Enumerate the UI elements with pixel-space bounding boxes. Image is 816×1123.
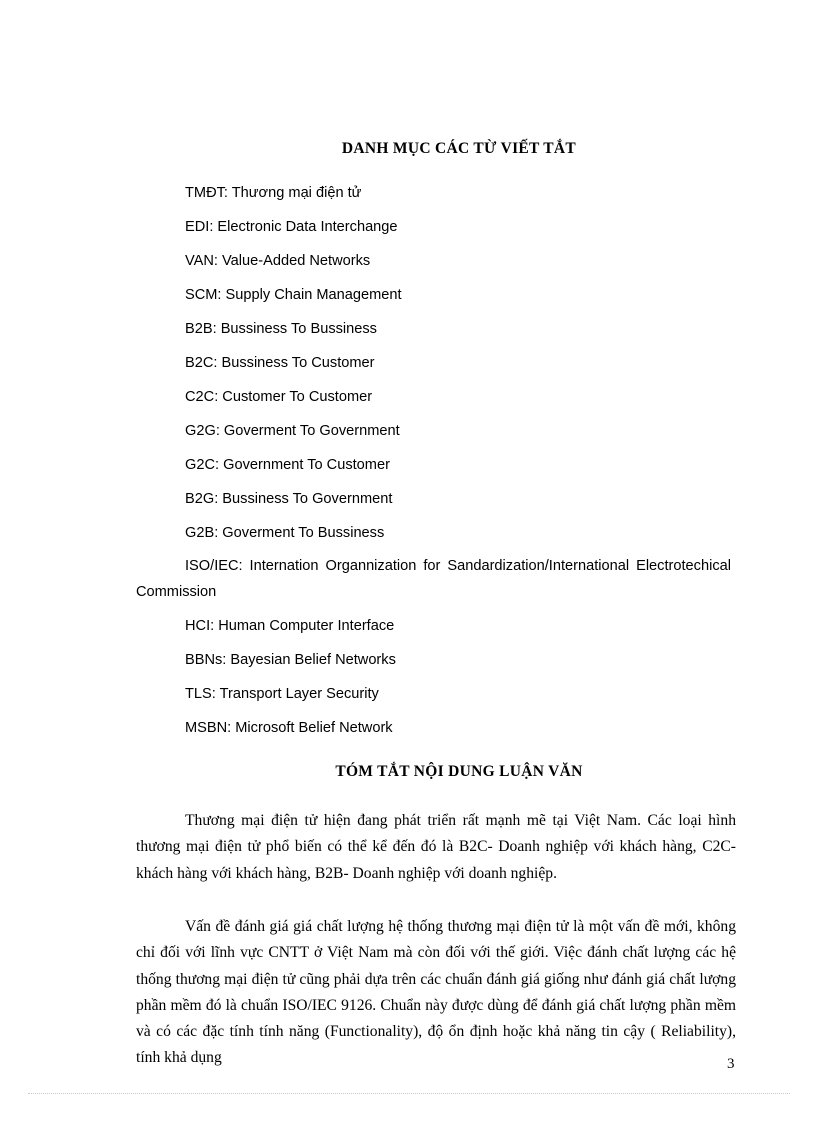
- abbreviation-item: VAN: Value-Added Networks: [185, 253, 371, 269]
- abbreviation-item: HCI: Human Computer Interface: [185, 618, 395, 634]
- abbreviation-item: C2C: Customer To Customer: [185, 389, 373, 405]
- abbreviation-item: G2B: Goverment To Bussiness: [185, 525, 385, 541]
- summary-paragraph: Thương mại điện tử hiện đang phát triển rất mạnh mẽ tại Việt Nam. Các loại hình thương mại điện tử phổ biến có thể kể đến đó là B2C- Doanh nghiệp với khách hàng, C2C-khách hàng với khách hàng, B2B- Doanh nghiệp với doanh nghiệp.: [136, 812, 736, 882]
- abbreviation-item: BBNs: Bayesian Belief Networks: [185, 652, 396, 668]
- abbreviation-item: TLS: Transport Layer Security: [185, 686, 379, 702]
- abbreviation-item: TMĐT: Thương mại điện tử: [185, 185, 362, 201]
- summary-heading: TÓM TẮT NỘI DUNG LUẬN VĂN: [335, 763, 583, 780]
- abbreviation-item: MSBN: Microsoft Belief Network: [185, 720, 393, 736]
- abbreviation-item: B2B: Bussiness To Bussiness: [185, 321, 377, 337]
- abbreviation-item: G2G: Goverment To Government: [185, 423, 400, 439]
- footer-divider: [28, 1093, 790, 1094]
- abbreviation-item: EDI: Electronic Data Interchange: [185, 219, 398, 235]
- abbreviation-item: SCM: Supply Chain Management: [185, 287, 402, 303]
- abbreviation-item: B2G: Bussiness To Government: [185, 491, 393, 507]
- abbreviation-item: B2C: Bussiness To Customer: [185, 355, 375, 371]
- summary-paragraph: Vấn đề đánh giá giá chất lượng hệ thống thương mại điện tử là một vấn đề mới, không chỉ đối với lĩnh vực CNTT ở Việt Nam mà còn đối với thế giới. Việc đánh chất lượng các hệ thống thương mại điện tử cũng phải dựa trên các chuẩn đánh giá giống như đánh giá chất lượng phần mềm đó là chuẩn ISO/IEC 9126. Chuẩn này được dùng để đánh giá chất lượng phần mềm và có các đặc tính tính năng (Functionality), độ ổn định hoặc khả năng tin cậy ( Reliability), tính khả dụng: [136, 918, 736, 1067]
- abbreviation-item: G2C: Government To Customer: [185, 457, 390, 473]
- page-number: 3: [727, 1056, 735, 1072]
- abbreviation-item: ISO/IEC: Internation Organnization for Sandardization/International Electrotechical Commission: [136, 558, 731, 600]
- abbreviations-heading: DANH MỤC CÁC TỪ VIẾT TẮT: [341, 140, 577, 157]
